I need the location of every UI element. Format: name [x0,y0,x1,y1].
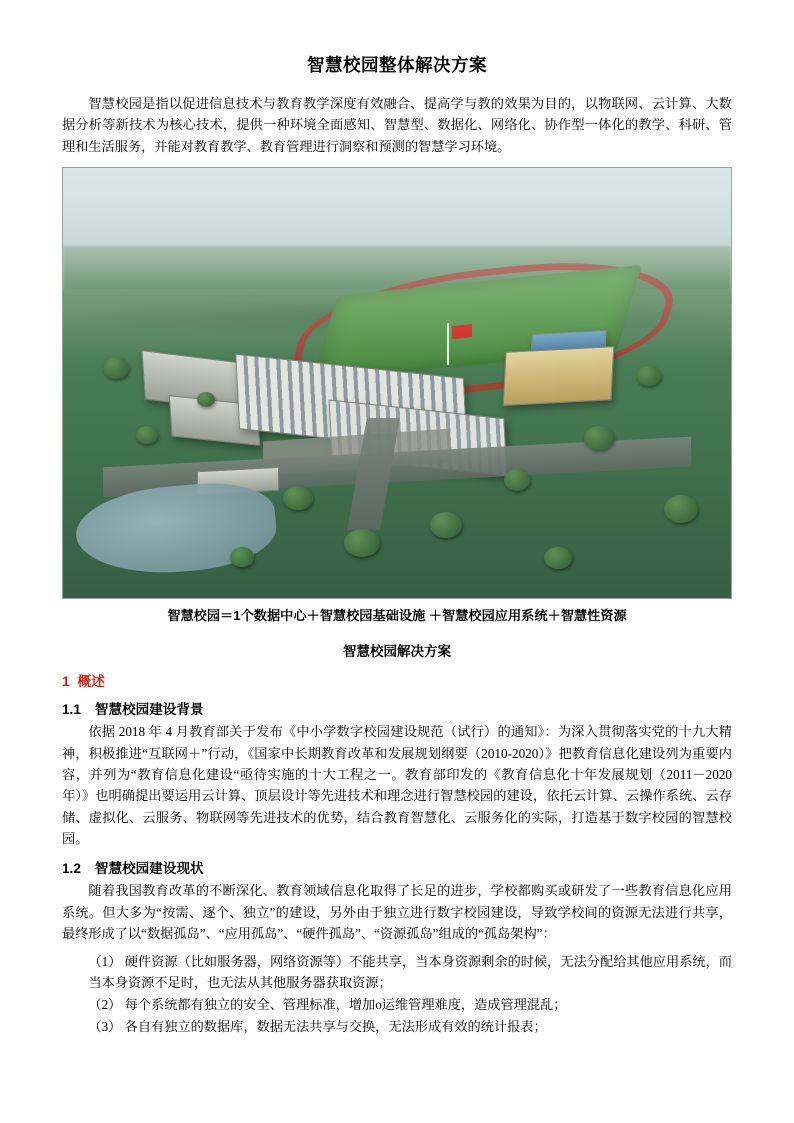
chapter-heading [62,670,732,690]
flag-pole [447,323,449,365]
section-number-1-2: 1.2 [62,861,81,877]
tree [664,495,698,523]
tree [344,529,380,557]
section-number-1-1: 1.1 [62,702,81,718]
flag-icon [452,324,472,339]
chapter-title: 概述 [77,674,105,690]
list-item: （2） 每个系统都有独立的安全、管理标准，增加о运维管理难度，造成管理混乱； [88,996,567,1012]
figure-caption: 智慧校园＝1个数据中心＋智慧校园基础设施 ＋智慧校园应用系统＋智慧性资源 [167,608,627,624]
intro-paragraph: 智慧校园是指以促进信息技术与教育教学深度有效融合、提高学与教的效果为目的，以物联网、云计算、大数据分析等新技术为核心技术，提供一种环境全面感知、智慧型、数据化、网络化、协作型一体化的教学、科研、管理和生活服务，并能对教育教学、教育管理进行洞察和预测的智慧学习环境。 [62,96,732,154]
section-body-1-2: 随着我国教育改革的不断深化、教育领域信息化取得了长足的进步，学校都购买或研发了一些教育信息化应用系统。但大多为“按需、逐个、独立”的建设，另外由于独立进行数字校园建设，导致学校间的资源无法进行共享，最终形成了以“数据孤岛”、“应用孤岛”、“硬件孤岛”、“资源孤岛”组成的“孤岛架构”： [62,883,732,942]
chapter-number: 1 [62,674,70,690]
list-item: （3） 各自有独立的数据库，数据无法共享与交换，无法形成有效的统计报表； [88,1018,547,1034]
section-heading-1-2 [62,857,732,877]
section-body-1-1: 依据 2018 年 4 月教育部关于发布《中小学数字校园建设规范（试行）的通知》：为深入贯彻落实党的十九大精神，积极推进“互联网＋”行动，《国家中长期教育改革和发展规划纲要（2010-2020）》把教育信息化建设列为重要内容，并列为“教育信息化建设“亟待实施的十大工程之一。教育部印发的《教育信息化十年发展规划（2011－2020 年）》也明确提出要运用云计算、顶层设计等先进技术和理念进行智慧校园的建设，依托云计算、云操作系统、云存储、虚拟化、云服务、物联网等先进技术的优势，结合教育智慧化、云服务化的实际，打造基于数字校园的智慧校园。 [62,724,732,846]
section-heading-1-1 [62,698,732,718]
section-title-1-1: 智慧校园建设背景 [94,702,204,718]
tree [544,547,572,569]
tree [584,426,614,450]
page-title: 智慧校园整体解决方案 [307,55,487,75]
list-item: （1） 硬件资源（比如服务器，网络资源等）不能共享，当本身资源剩余的时候，无法分配给其他应用系统，而当本身资源不足时，也无法从其他服务器获取资源； [88,953,732,990]
tree [230,547,254,567]
section-center-heading: 智慧校园解决方案 [343,644,451,660]
tree [504,469,530,491]
building-east [503,346,615,406]
campus-aerial-illustration [62,167,732,599]
tree [197,392,215,407]
section-title-1-2: 智慧校园建设现状 [94,861,204,877]
figure-block [62,167,732,624]
